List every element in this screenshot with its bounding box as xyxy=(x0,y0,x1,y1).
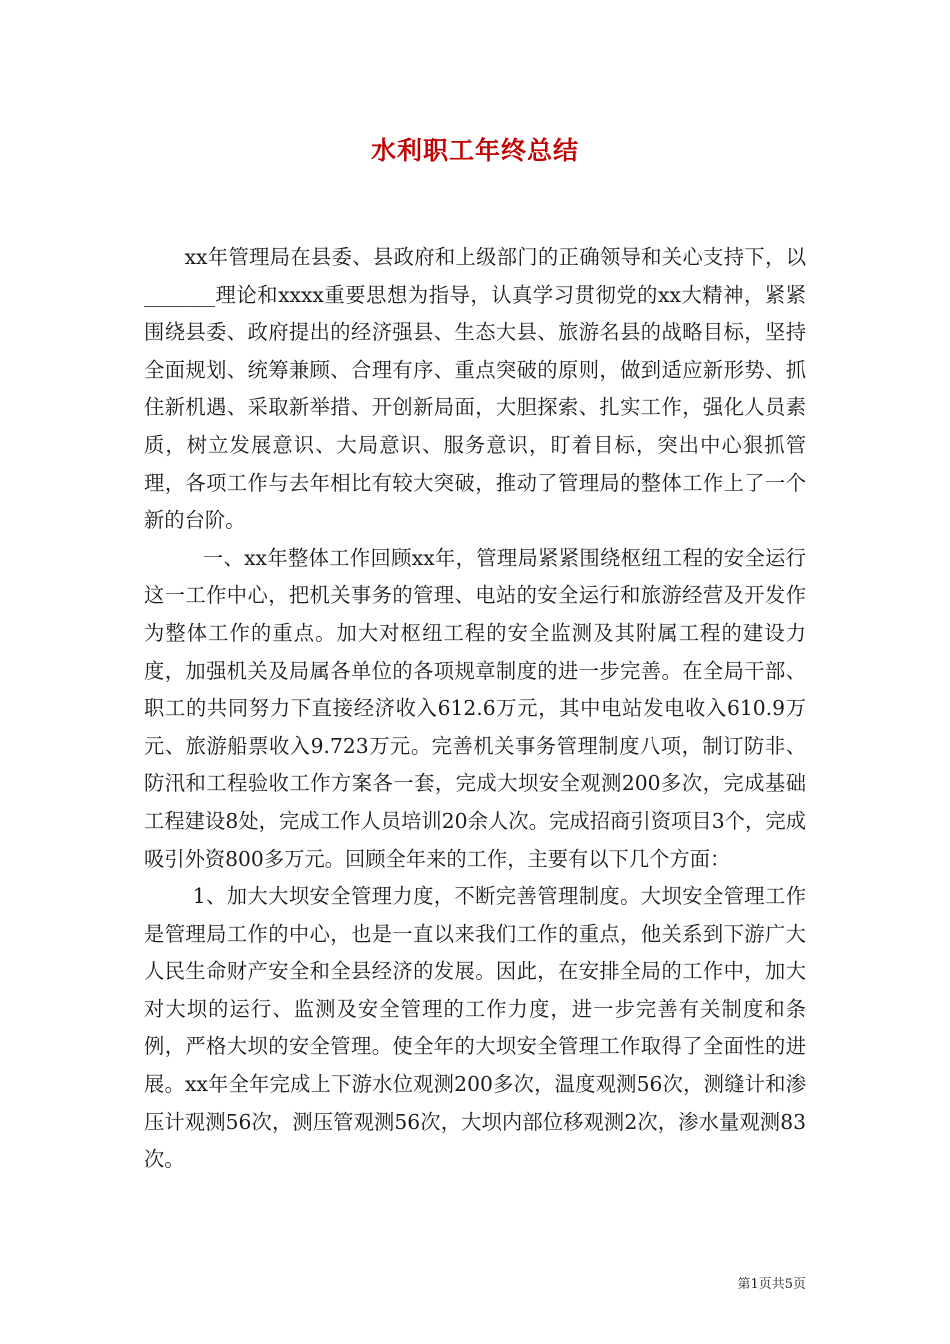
paragraph-intro: xx年管理局在县委、县政府和上级部门的正确领导和关心支持下，以_______理论和xxxx重要思想为指导，认真学习贯彻党的xx大精神，紧紧围绕县委、政府提出的经济强县、生态大县、旅游名县的战略目标，坚持全面规划、统筹兼顾、合理有序、重点突破的原则，做到适应新形势、抓住新机遇、采取新举措、开创新局面，大胆探索、扎实工作，强化人员素质，树立发展意识、大局意识、服务意识，盯着目标，突出中心狠抓管理，各项工作与去年相比有较大突破，推动了管理局的整体工作上了一个新的台阶。 xyxy=(144,245,806,533)
paragraph-section-one: 一、xx年整体工作回顾xx年，管理局紧紧围绕枢纽工程的安全运行这一工作中心，把机关事务的管理、电站的安全运行和旅游经营及开发作为整体工作的重点。加大对枢纽工程的安全监测及其附属工程的建设力度，加强机关及局属各单位的各项规章制度的进一步完善。在全局干部、职工的共同努力下直接经济收入612.6万元，其中电站发电收入610.9万元、旅游船票收入9.723万元。完善机关事务管理制度八项，制订防非、防汛和工程验收工作方案各一套，完成大坝安全观测200多次，完成基础工程建设8处，完成工作人员培训20余人次。完成招商引资项目3个，完成吸引外资800多万元。回顾全年来的工作，主要有以下几个方面： xyxy=(144,545,806,871)
paragraph-dam-safety: 1、加大大坝安全管理力度，不断完善管理制度。大坝安全管理工作是管理局工作的中心，也是一直以来我们工作的重点，他关系到下游广大人民生命财产安全和全县经济的发展。因此，在安排全局的工作中，加大对大坝的运行、监测及安全管理的工作力度，进一步完善有关制度和条例，严格大坝的安全管理。使全年的大坝安全管理工作取得了全面性的进展。xx年全年完成上下游水位观测200多次，温度观测56次，测缝计和渗压计观测56次，测压管观测56次，大坝内部位移观测2次，渗水量观测83次。 xyxy=(144,884,806,1172)
document-title: 水利职工年终总结 xyxy=(370,136,579,165)
document-body xyxy=(144,239,806,1179)
page-number-footer: 第1页共5页 xyxy=(737,1277,806,1292)
